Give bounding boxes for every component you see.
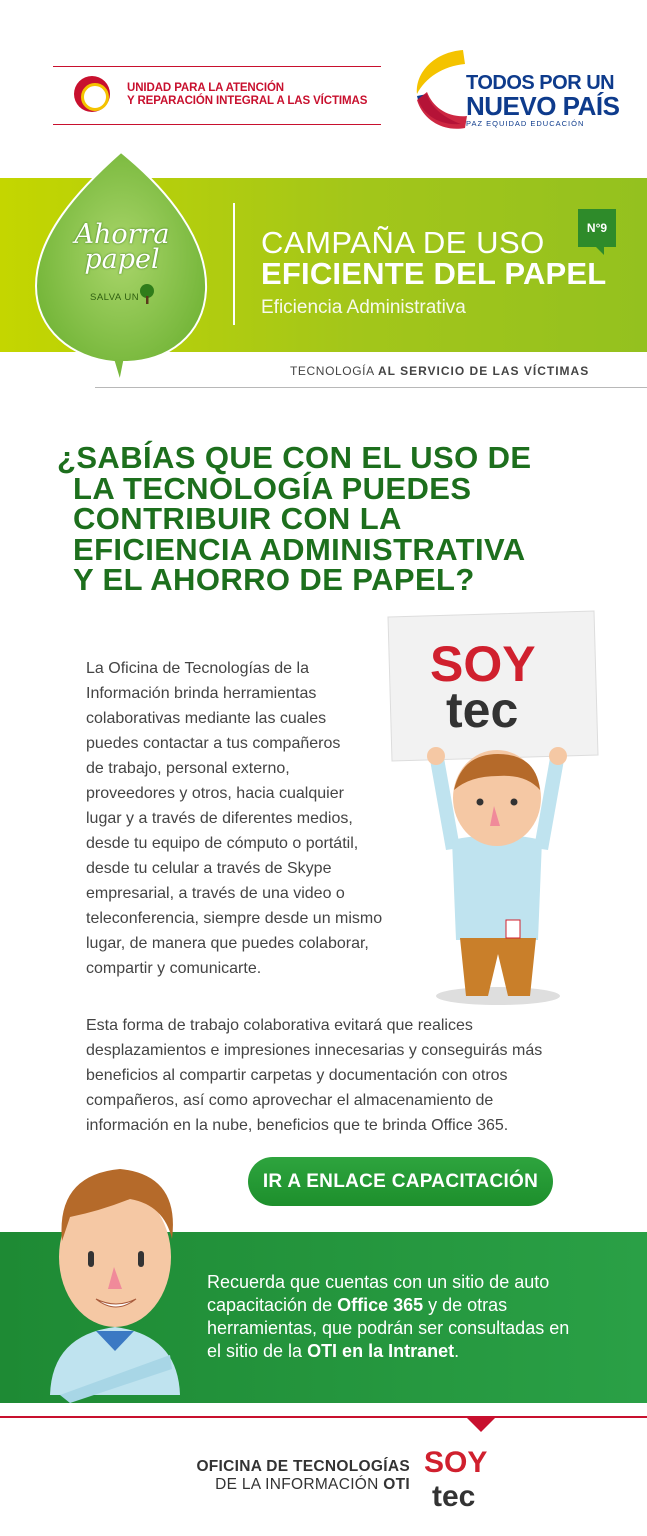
reminder-line-4 [207, 1340, 627, 1363]
footer-soy-text: SOY [424, 1446, 488, 1479]
man-holding-sign-icon [412, 740, 582, 1008]
footer-pointer-icon [467, 1418, 495, 1432]
issue-number-badge: N°9 [578, 209, 616, 247]
para2-line: compañeros, así como aprovechar el almacenamiento de [86, 1092, 494, 1109]
unidad-line-1: UNIDAD PARA LA ATENCIÓN [127, 82, 284, 94]
todos-line-1: TODOS POR UN [466, 72, 615, 94]
headline-line: ¿SABÍAS QUE CON EL USO DE [57, 440, 532, 475]
intro-paragraph [86, 656, 406, 981]
unidad-line-2: Y REPARACIÓN INTEGRAL A LAS VÍCTIMAS [127, 95, 368, 107]
reminder-line-4c: . [454, 1341, 460, 1361]
footer-rule [0, 1416, 647, 1418]
para1-line: proveedores y otros, hacia cualquier [86, 785, 344, 802]
unidad-victimas-logo[interactable] [127, 82, 367, 108]
salva-un-label: SALVA UN [90, 292, 140, 303]
para2-line: Esta forma de trabajo colaborativa evitará que realices [86, 1017, 473, 1034]
oficina-oti-label [177, 1458, 410, 1494]
office-365-highlight: Office 365 [337, 1295, 424, 1315]
headline-line: EFICIENCIA ADMINISTRATIVA [73, 531, 526, 567]
soytec-footer-logo[interactable] [422, 1442, 502, 1510]
para1-line: compartir y comunicarte. [86, 960, 262, 977]
colombia-seal-icon [74, 76, 110, 112]
sign-tec-text: tec [446, 682, 519, 738]
second-paragraph [86, 1013, 606, 1138]
leaf-line-1: Ahorra [74, 219, 170, 250]
para1-line: desde tu celular a través de Skype [86, 860, 332, 877]
para1-line: empresarial, a través de una video o [86, 885, 345, 902]
para1-line: lugar y a través de diferentes medios, [86, 810, 353, 827]
oficina-oti: OTI [383, 1476, 410, 1493]
para1-line: desde tu equipo de cómputo o portátil, [86, 835, 359, 852]
headline-line: CONTRIBUIR CON LA [73, 501, 402, 536]
para1-line: colaborativas mediante las cuales [86, 710, 327, 727]
oti-intranet-link[interactable]: OTI en la Intranet [307, 1341, 455, 1361]
para2-line: beneficios al compartir carpetas y documentación con otros [86, 1067, 508, 1084]
oficina-line-2 [177, 1476, 410, 1494]
reminder-line-1: Recuerda que cuentas con un sitio de auto [207, 1272, 550, 1292]
tree-icon [136, 283, 158, 305]
reminder-line-2a: capacitación de [207, 1295, 338, 1315]
capacitacion-link-button[interactable]: IR A ENLACE CAPACITACIÓN [248, 1157, 553, 1206]
tagline-prefix: TECNOLOGÍA [290, 364, 375, 378]
reminder-line-2 [207, 1294, 627, 1317]
campaign-subtitle: Eficiencia Administrativa [261, 297, 466, 318]
para1-line: lugar, de manera que puedes colaborar, [86, 935, 369, 952]
tagline [290, 364, 589, 378]
para2-line: información en la nube, beneficios que te brinda Office 365. [86, 1117, 509, 1134]
todos-line-3: PAZ EQUIDAD EDUCACIÓN [466, 119, 585, 128]
oficina-line-1: OFICINA DE TECNOLOGÍAS [196, 1458, 410, 1475]
tagline-bold: AL SERVICIO DE LAS VÍCTIMAS [377, 364, 590, 378]
todos-line-2: NUEVO PAÍS [466, 91, 620, 121]
oficina-line-2a: DE LA INFORMACIÓN [215, 1476, 384, 1493]
header-rule-bottom [53, 124, 381, 125]
para1-line: La Oficina de Tecnologías de la [86, 660, 309, 677]
reminder-line-4a: el sitio de la [207, 1341, 308, 1361]
para1-line: de trabajo, personal externo, [86, 760, 290, 777]
todos-por-un-nuevo-pais-logo[interactable] [466, 73, 619, 129]
todos-por-un-nuevo-pais-icon [405, 44, 469, 136]
tagline-rule [95, 387, 647, 388]
footer-tec-text: tec [432, 1480, 476, 1510]
band-divider [233, 203, 235, 325]
headline-line: LA TECNOLOGÍA PUEDES [73, 470, 472, 506]
reminder-text [207, 1271, 627, 1363]
reminder-line-2c: y de otras [423, 1295, 508, 1315]
para1-line: Información brinda herramientas [86, 685, 317, 702]
sign-soy-text: SOY [430, 636, 536, 692]
para2-line: desplazamientos e impresiones innecesarias y conseguirás más [86, 1042, 543, 1059]
campaign-title-line-1: CAMPAÑA DE USO [261, 225, 545, 260]
headline-line: Y EL AHORRO DE PAPEL? [73, 562, 475, 597]
ahorra-papel-title [52, 219, 192, 275]
man-arms-crossed-icon [40, 1155, 190, 1405]
para1-line: puedes contactar a tus compañeros [86, 735, 341, 752]
headline [57, 440, 532, 597]
reminder-line-3: herramientas, que podrán ser consultadas en [207, 1318, 570, 1338]
para1-line: teleconferencia, siempre desde un mismo [86, 910, 383, 927]
leaf-line-2: papel [84, 244, 160, 275]
campaign-title-line-2: EFICIENTE DEL PAPEL [261, 256, 607, 291]
header-rule-top [53, 66, 381, 67]
